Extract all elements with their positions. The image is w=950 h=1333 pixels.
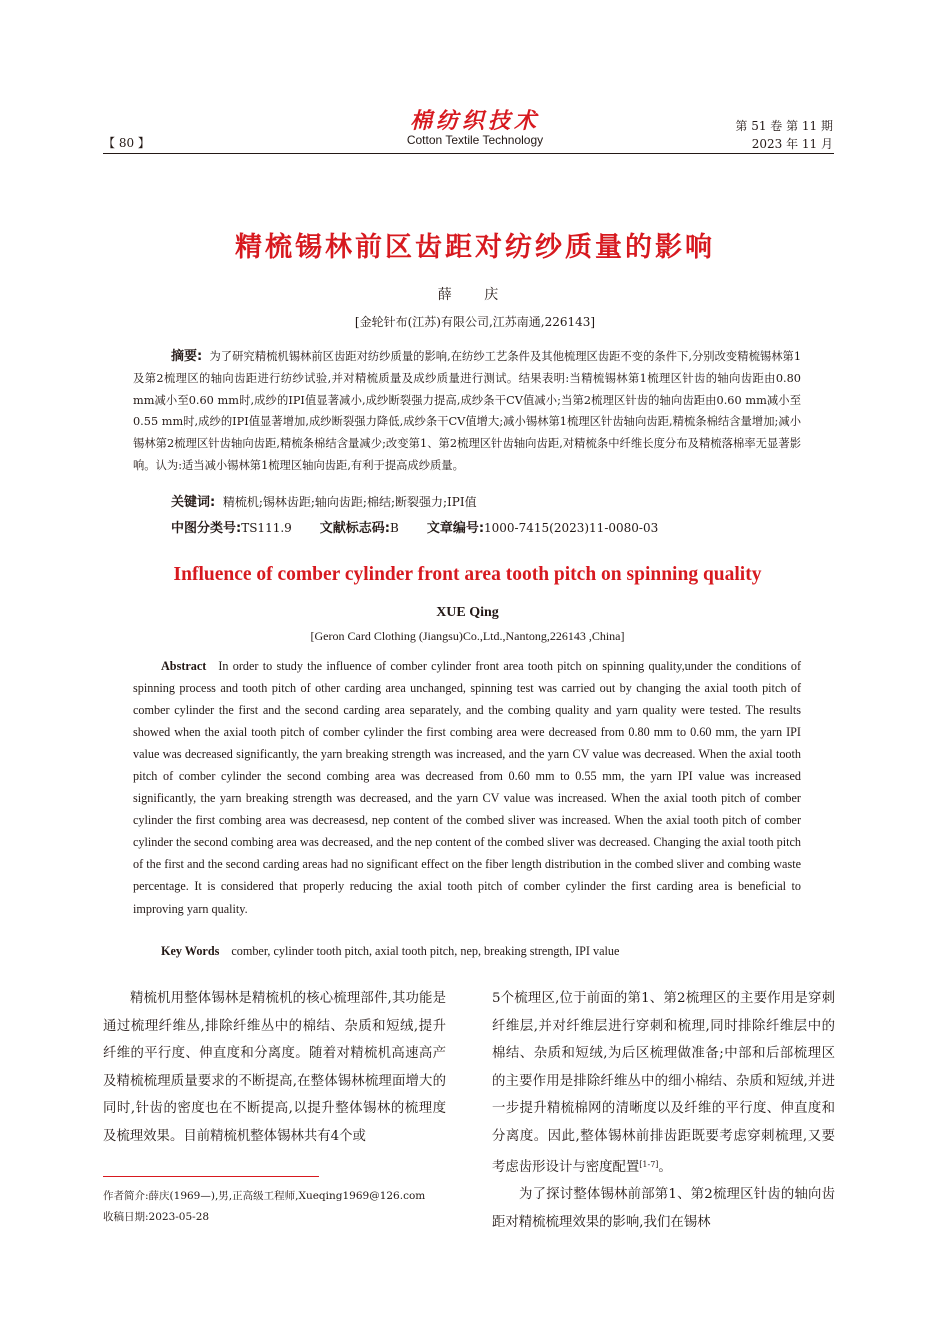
journal-name-en: Cotton Textile Technology (406, 133, 544, 147)
affiliation-en: [Geron Card Clothing (Jiangsu)Co.,Ltd.,Nantong,226143 ,China] (310, 629, 625, 643)
received-date: 收稿日期:2023-05-28 (103, 1211, 210, 1223)
abstract-cn (133, 346, 801, 477)
abstract-cn-text: 为了研究精梳机锡林前区齿距对纺纱质量的影响,在纺纱工艺条件及其他梳理区齿距不变的条件下,分别改变精梳锡林第1及第2梳理区的轴向齿距进行纺纱试验,并对精梳质量及成纱质量进行测试。结果表明:当精梳锡林第1梳理区针齿的轴向齿距由0.80 mm减小至0.60 mm时,成纱的IPI值显著减小,成纱断裂强力提高,成纱条干CV值减小;当第2梳理区针齿的轴向齿距由0.60 mm减小至0.55 mm时,成纱的IPI值显著增加,成纱断裂强力降低,成纱条干CV值增大;减小锡林第1梳理区针齿轴向齿距,精梳条棉结含量增加;减小锡林第2梳理区针齿轴向齿距,精梳条棉结含量减少;改变第1、第2梳理区针齿轴向齿距,对精梳条中纤维长度分布及精梳落棉率无显著影响。认为:适当减小锡林第1梳理区轴向齿距,有利于提高成纱质量。 (133, 350, 802, 472)
header-rule (103, 153, 834, 154)
abstract-en (133, 655, 801, 920)
doc-code-value: B (389, 521, 399, 535)
issue-date: 2023 年 11 月 (751, 137, 833, 151)
keywords-en-label: Key Words (161, 944, 220, 958)
page-number: 【 80 】 (103, 136, 150, 150)
article-no-label: 文章编号: (426, 521, 485, 536)
body-paragraph: 为了探讨整体锡林前部第1、第2梳理区针齿的轴向齿距对精梳梳理效果的影响,我们在锡林 (492, 1187, 835, 1230)
author-en: XUE Qing (436, 605, 499, 620)
abstract-en-label: Abstract (161, 659, 207, 673)
body-paragraph: 精梳机用整体锡林是精梳机的核心梳理部件,其功能是通过梳理纤维丛,排除纤维丛中的棉结、杂质和短绒,提升纤维的平行度、伸直度和分离度。随着对精梳机高速高产及精梳梳理质量要求的不断提高,在整体锡林梳理面增大的同时,针齿的密度也在不断提高,以提升整体锡林的梳理度及梳理效果。目前精梳机整体锡林共有4个或 (103, 991, 446, 1144)
clc-value: TS111.9 (241, 521, 292, 535)
author-cn: 薛 庆 (437, 287, 513, 303)
title-en: Influence of comber cylinder front area tooth pitch on spinning quality (173, 564, 762, 585)
keywords-en-text: comber, cylinder tooth pitch, axial tooth pitch, nep, breaking strength, IPI value (231, 944, 620, 958)
affiliation-cn: [金轮针布(江苏)有限公司,江苏南通,226143] (354, 315, 596, 329)
journal-logo-cn: 棉纺织技术 (409, 108, 540, 134)
issue-info (700, 117, 833, 153)
footnote (103, 1186, 448, 1228)
classification-line (171, 517, 811, 536)
keywords-cn-text: 精梳机;锡林齿距;轴向齿距;棉结;断裂强力;IPI值 (222, 495, 477, 509)
body-left-column (103, 985, 446, 1151)
body-text: 5个梳理区,位于前面的第1、第2梳理区的主要作用是穿刺纤维层,并对纤维层进行穿刺和梳理,同时排除纤维层中的棉结、杂质和短绒,为后区梳理做准备;中部和后部梳理区的主要作用是排除纤维丛中的细小棉结、杂质和短绒,并进一步提升精梳棉网的清晰度以及纤维的平行度、伸直度和分离度。因此,整体锡林前排齿距既要考虑穿刺梳理,又要考虑齿形设计与密度配置 (492, 991, 835, 1175)
footnote-rule (103, 1176, 319, 1177)
keywords-cn (171, 491, 477, 510)
article-no-value: 1000-7415(2023)11-0080-03 (484, 521, 659, 535)
body-paragraph (492, 985, 835, 1181)
abstract-en-text: In order to study the influence of comber cylinder front area tooth pitch on spinning quality,under the conditions of spinning process and tooth pitch of other carding area unchanged, spinning test was carried out by changing the axial tooth pitch of comber cylinder the first and the second carding area separately, and the combing quality and yarn quality were tested. The results showed when the axial tooth pitch of comber cylinder the first combing area were decreased from 0.80 mm to 0.60 mm, the yarn IPI value was decreased significantly, the yarn breaking strength was increased, and the yarn CV value was decreased. When the axial tooth pitch of comber cylinder the second combing area was decreased from 0.60 mm to 0.55 mm, the yarn IPI value was increased significantly, the yarn breaking strength was decreased, and the yarn CV value was increased. When the axial tooth pitch of comber cylinder the first combing area was decreasesd, nep content of the combed sliver was increased. When the axial tooth pitch of comber cylinder the second combing area was decreased, and the nep content of the combed sliver was decreased. Changing the axial tooth pitch of the first and the second carding areas had no significant effect on the fiber length distribution in the combed sliver and combing waste percentage. It is considered that properly reducing the axial tooth pitch of comber cylinder the first carding area is beneficial to improving yarn quality. (133, 659, 801, 916)
doc-code-label: 文献标志码: (319, 521, 390, 536)
clc-label: 中图分类号: (171, 521, 242, 536)
author-bio: 作者简介:薛庆(1969—),男,正高级工程师,Xueqing1969@126.com (103, 1190, 426, 1202)
keywords-cn-label: 关键词: (171, 495, 216, 510)
volume-issue: 第 51 卷 第 11 期 (735, 119, 833, 133)
citation-ref: [1-7] (639, 1159, 659, 1169)
body-right-column (492, 985, 835, 1236)
body-text-end: 。 (658, 1159, 672, 1175)
title-cn: 精梳锡林前区齿距对纺纱质量的影响 (235, 232, 715, 263)
keywords-en (161, 944, 619, 959)
abstract-cn-label: 摘要: (171, 349, 203, 364)
